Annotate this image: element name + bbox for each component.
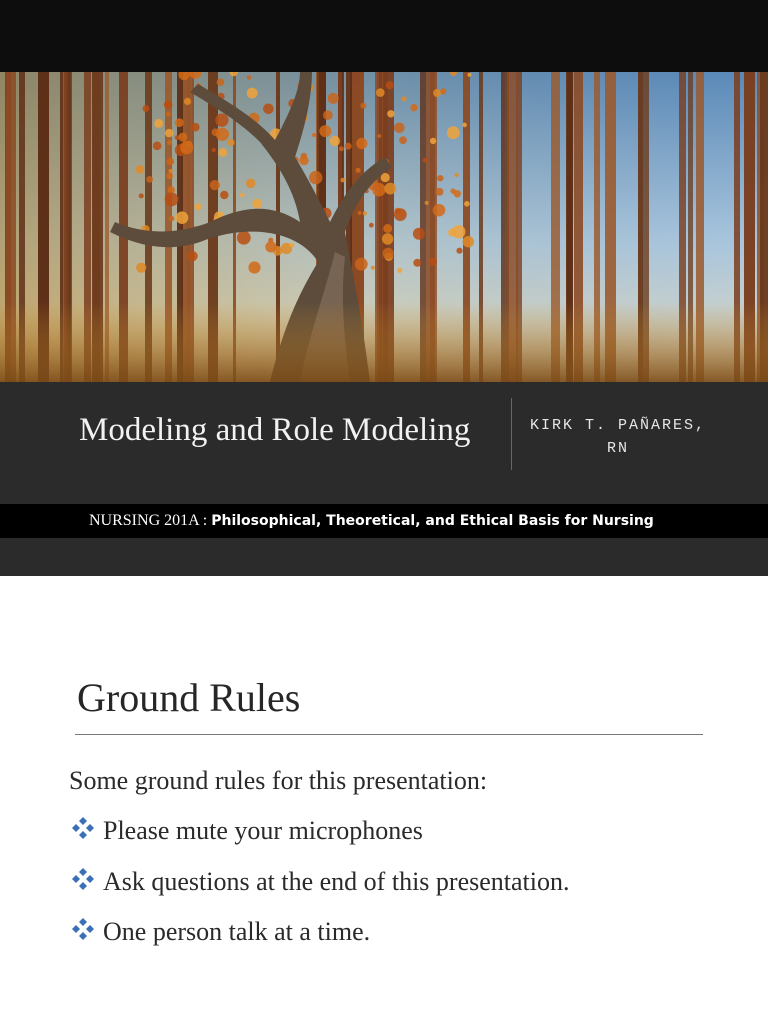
- forest-background-image: [0, 72, 768, 382]
- diamond-bullet-icon: [71, 917, 95, 941]
- bottom-band: [0, 538, 768, 576]
- top-black-bar: [0, 0, 768, 72]
- list-item: [71, 917, 370, 947]
- diamond-bullet-icon: [71, 867, 95, 891]
- course-line: [89, 512, 654, 530]
- slide-heading: Ground Rules: [77, 675, 301, 720]
- rule-text: One person talk at a time.: [103, 917, 371, 946]
- list-item: [71, 816, 423, 846]
- author-block: [528, 414, 708, 460]
- title-divider: [511, 398, 512, 470]
- rule-text: Please mute your microphones: [103, 816, 423, 845]
- ground-rules-slide: [0, 576, 768, 1024]
- course-code: NURSING 201A :: [89, 512, 212, 529]
- slide-title: Modeling and Role Modeling: [79, 412, 471, 448]
- intro-text: Some ground rules for this presentation:: [69, 766, 488, 795]
- heading-underline: [75, 734, 703, 735]
- author-credential: RN: [606, 440, 629, 457]
- course-name: Philosophical, Theoretical, and Ethical Basis for Nursing: [211, 513, 654, 529]
- rule-text: Ask questions at the end of this presentation.: [103, 867, 570, 896]
- author-name: KIRK T. PAÑARES,: [529, 417, 707, 434]
- list-item: [71, 867, 569, 897]
- diamond-bullet-icon: [71, 816, 95, 840]
